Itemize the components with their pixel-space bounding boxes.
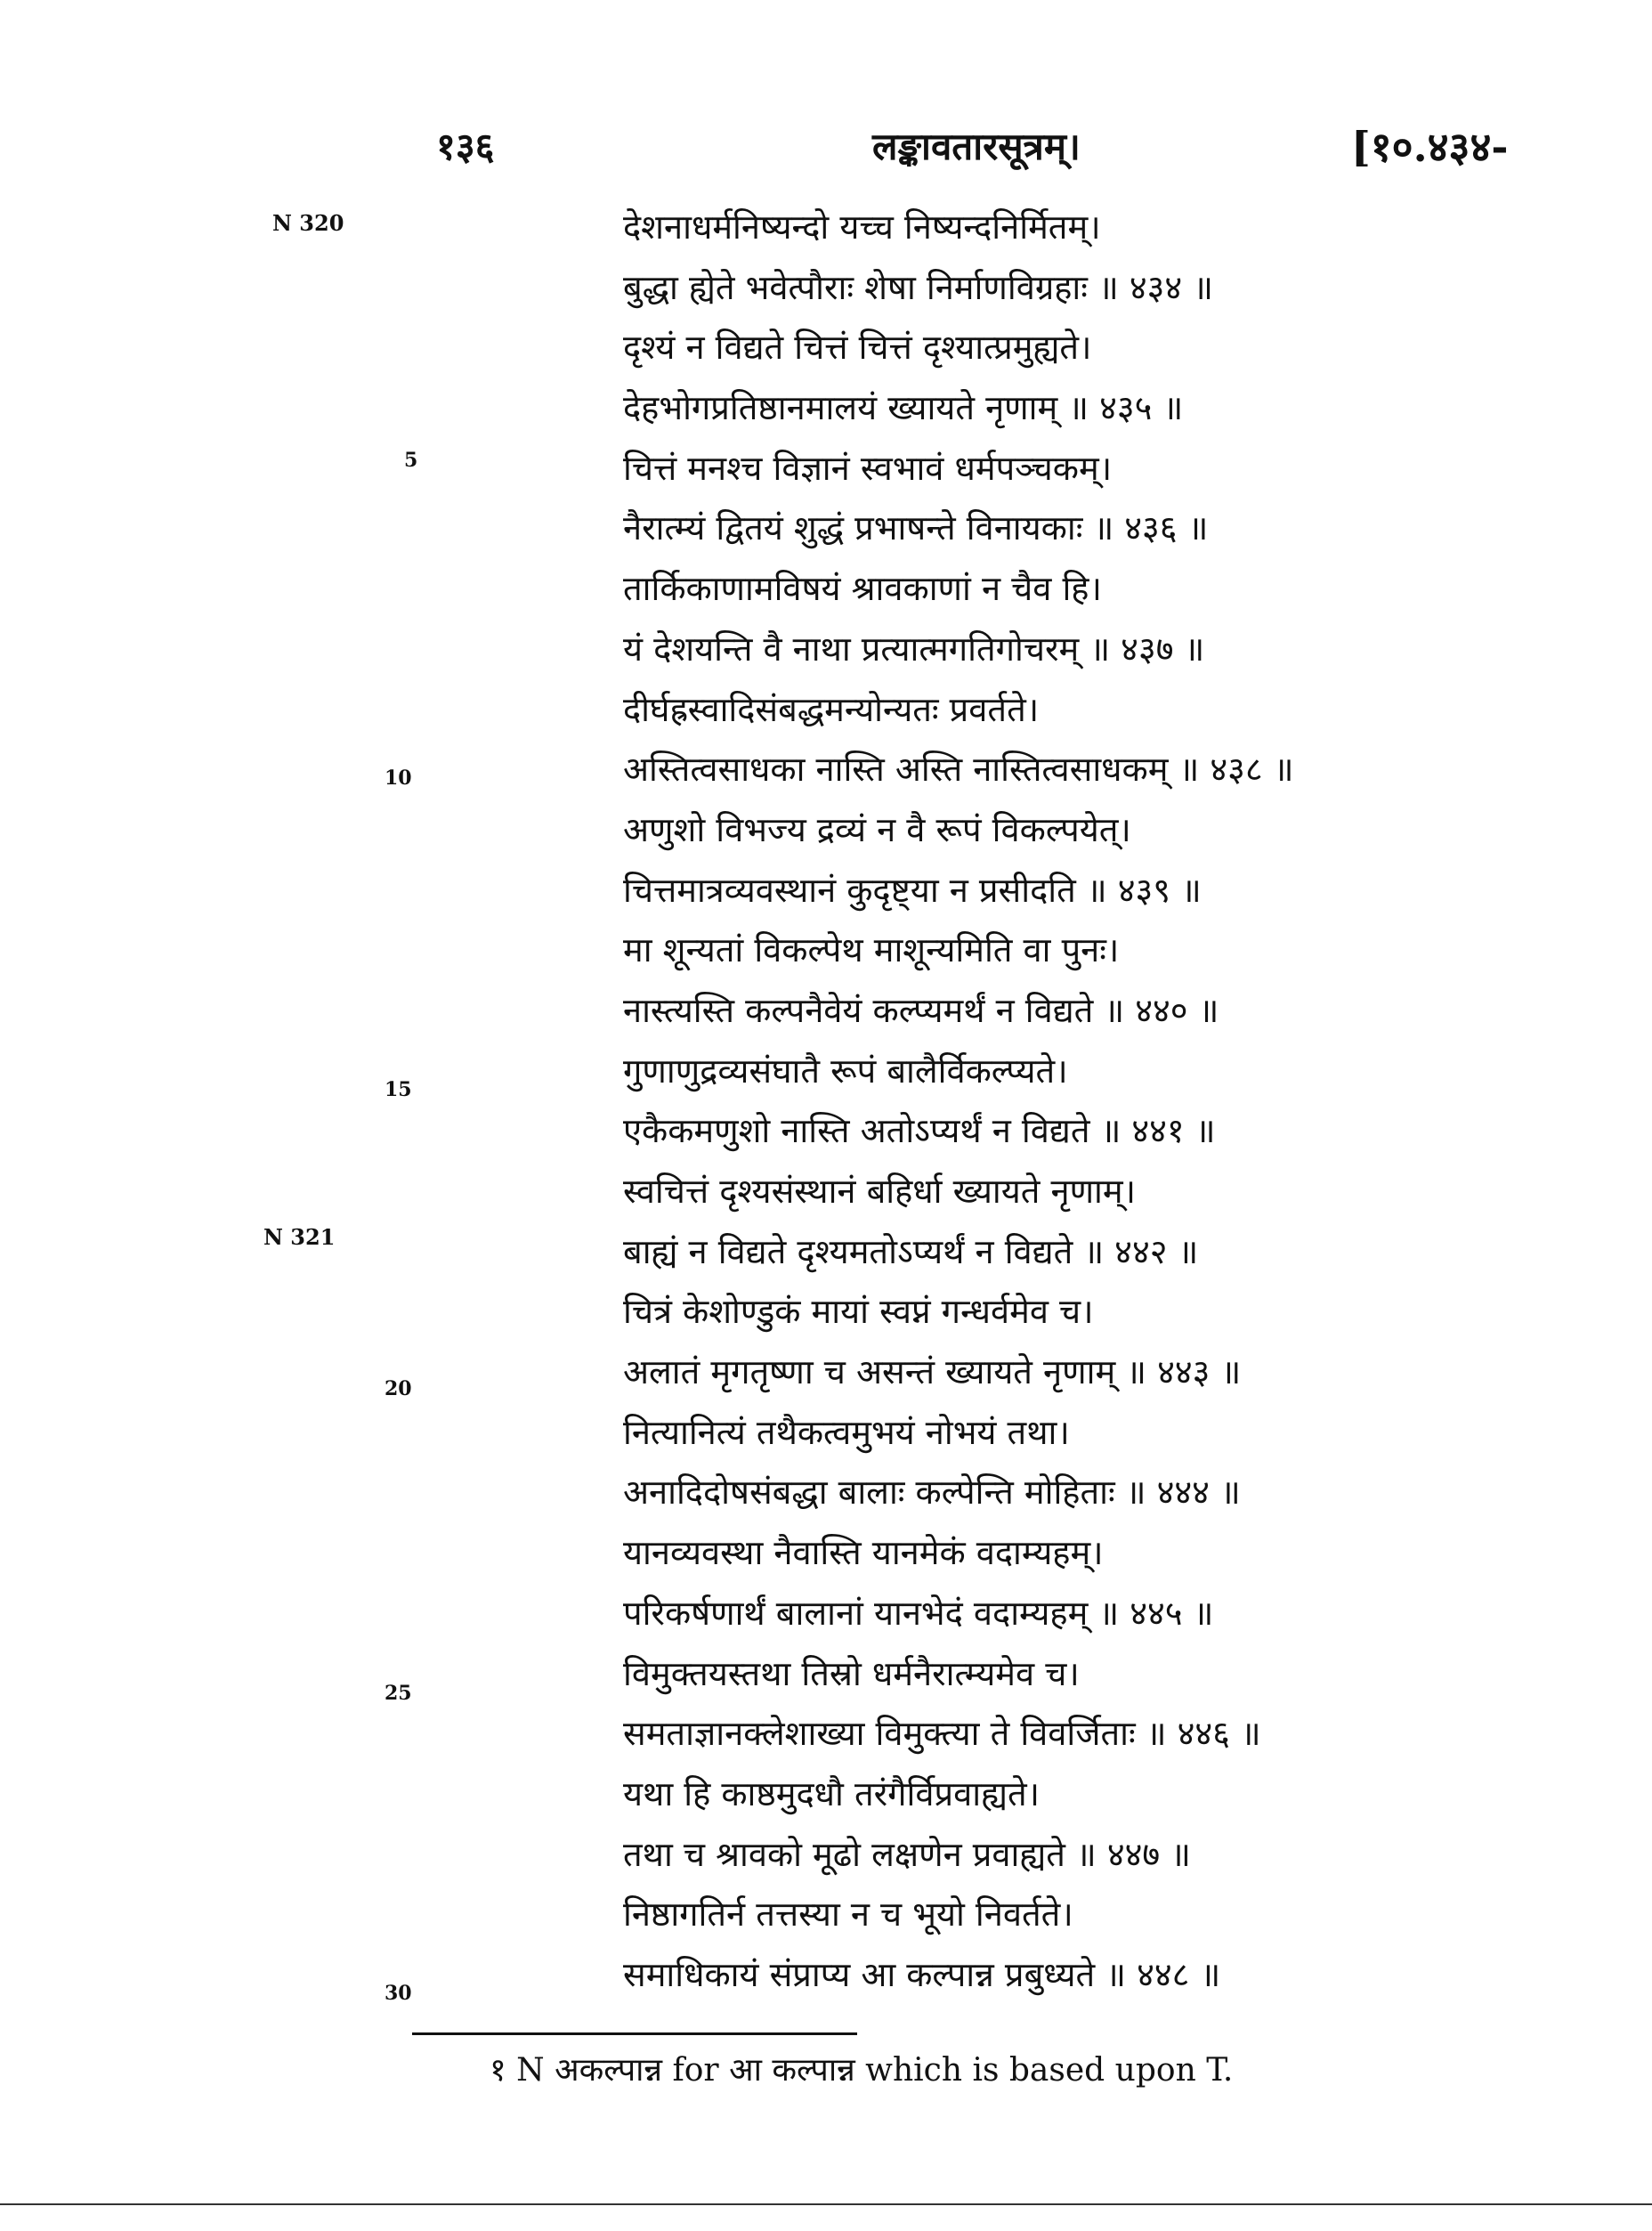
line-number-20: 20 [385, 1377, 412, 1400]
running-title: लङ्कावतारसूत्रम्। [872, 125, 1081, 168]
verse-line: दृश्यं न विद्यते चित्तं चित्तं दृश्यात्प्रमुह्यते। [623, 328, 1092, 368]
verse-line: यथा हि काष्ठमुदधौ तरंगैर्विप्रवाह्यते। [623, 1773, 1041, 1813]
verse-line: अस्तित्वसाधका नास्ति अस्ति नास्तित्वसाधकम् ॥ ४३८ ॥ [623, 750, 1294, 790]
verse-range: [१०.४३४- [1351, 123, 1509, 171]
verse-line: परिकर्षणार्थं बालानां यानभेदं वदाम्यहम् ॥ ४४५ ॥ [623, 1593, 1214, 1633]
verse-line: निष्ठागतिर्न तत्तस्या न च भूयो निवर्तते। [623, 1894, 1073, 1935]
verse-line: समताज्ञानक्लेशाख्या विमुक्त्या ते विवर्जिताः ॥ ४४६ ॥ [623, 1714, 1261, 1754]
margin-ref-n320: N 320 [272, 210, 344, 236]
verse-line: बाह्यं न विद्यते दृश्यमतोऽप्यर्थं न विद्यते ॥ ४४२ ॥ [623, 1231, 1199, 1271]
verse-line: बुद्धा ह्येते भवेत्पौराः शेषा निर्माणविग्रहाः ॥ ४३४ ॥ [623, 267, 1213, 307]
line-number-15: 15 [385, 1078, 412, 1101]
line-number-25: 25 [385, 1682, 412, 1705]
verse-line: गुणाणुद्रव्यसंघातै रूपं बालैर्विकल्प्यते। [623, 1051, 1068, 1091]
verse-line: यानव्यवस्था नैवास्ति यानमेकं वदाम्यहम्। [623, 1533, 1104, 1573]
scan-edge-line [0, 2203, 1652, 2205]
line-number-10: 10 [385, 767, 412, 790]
page-number: १३६ [436, 125, 495, 168]
verse-line: दीर्घह्रस्वादिसंबद्धमन्योन्यतः प्रवर्तते। [623, 689, 1040, 729]
verse-line: देशनाधर्मनिष्यन्दो यच्च निष्यन्दनिर्मितम्। [623, 207, 1101, 247]
verse-line: मा शून्यतां विकल्पेथ माशून्यमिति वा पुनः। [623, 930, 1120, 970]
verse-line: एकैकमणुशो नास्ति अतोऽप्यर्थं न विद्यते ॥ ४४१ ॥ [623, 1111, 1216, 1151]
verse-line: चित्रं केशोण्डुकं मायां स्वप्नं गन्धर्वमेव च। [623, 1292, 1094, 1332]
verse-line: विमुक्तयस्तथा तिस्रो धर्मनैरात्म्यमेव च। [623, 1653, 1080, 1693]
footnote: १ N अकल्पान्न for आ कल्पान्न which is based upon T. [490, 2052, 1234, 2089]
verse-line: स्वचित्तं दृश्यसंस्थानं बहिर्धा ख्यायते नृणाम्। [623, 1172, 1137, 1211]
verse-line: नित्यानित्यं तथैकत्वमुभयं नोभयं तथा। [623, 1412, 1070, 1452]
verse-line: अनादिदोषसंबद्धा बालाः कल्पेन्ति मोहिताः ॥ ४४४ ॥ [623, 1472, 1241, 1513]
verse-line: अलातं मृगतृष्णा च असन्तं ख्यायते नृणाम् ॥ ४४३ ॥ [623, 1352, 1242, 1392]
margin-ref-n321: N 321 [263, 1224, 336, 1250]
verse-block [623, 198, 1602, 2006]
verse-line: तार्किकाणामविषयं श्रावकाणां न चैव हि। [623, 569, 1102, 609]
line-number-30: 30 [385, 1982, 412, 2005]
verse-line: नास्त्यस्ति कल्पनैवेयं कल्प्यमर्थं न विद्यते ॥ ४४० ॥ [623, 990, 1219, 1030]
verse-line: नैरात्म्यं द्वितयं शुद्धं प्रभाषन्ते विनायकाः ॥ ४३६ ॥ [623, 508, 1209, 548]
verse-line: चित्तमात्रव्यवस्थानं कुदृष्ट्या न प्रसीदति ॥ ४३९ ॥ [623, 870, 1202, 910]
verse-line: चित्तं मनश्च विज्ञानं स्वभावं धर्मपञ्चकम्। [623, 448, 1113, 488]
verse-line: समाधिकायं संप्राप्य आ कल्पान्न प्रबुध्यते ॥ ४४८ ॥ [623, 1954, 1221, 1994]
verse-line: यं देशयन्ति वै नाथा प्रत्यात्मगतिगोचरम् ॥ ४३७ ॥ [623, 629, 1205, 669]
line-number-5: 5 [404, 449, 418, 472]
footnote-divider [412, 2032, 857, 2035]
verse-line: अणुशो विभज्य द्रव्यं न वै रूपं विकल्पयेत्। [623, 809, 1131, 849]
verse-line: तथा च श्रावको मूढो लक्षणेन प्रवाह्यते ॥ ४४७ ॥ [623, 1834, 1191, 1874]
verse-line: देहभोगप्रतिष्ठानमालयं ख्यायते नृणाम् ॥ ४३५ ॥ [623, 388, 1184, 428]
